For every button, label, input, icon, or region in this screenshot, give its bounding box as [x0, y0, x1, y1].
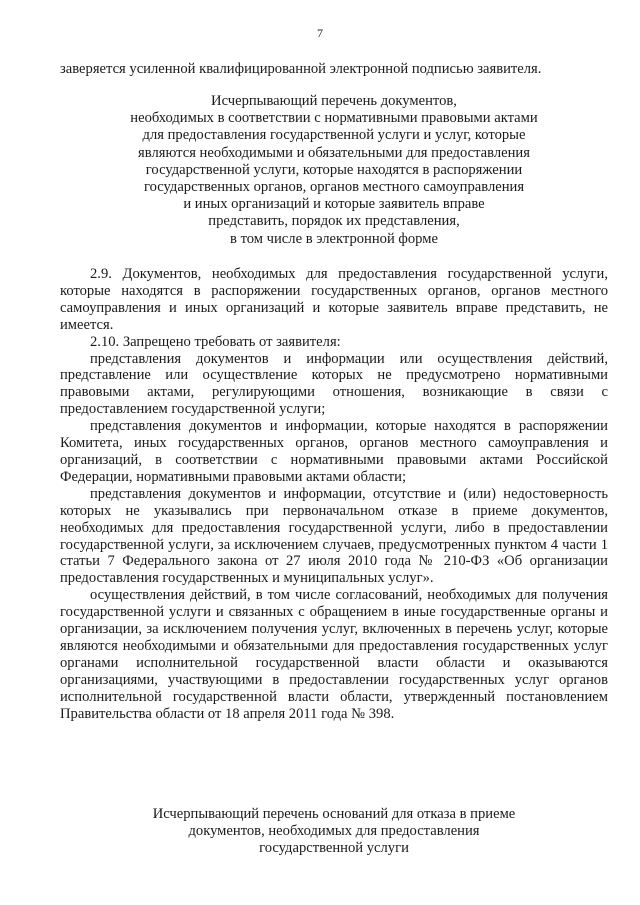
- section-heading-refusal-grounds: [60, 806, 608, 856]
- heading-line: и иных организаций и которые заявитель вправе: [183, 196, 485, 213]
- heading-line: необходимых в соответствии с нормативными правовыми актами: [130, 110, 538, 127]
- heading-line: Исчерпывающий перечень документов,: [211, 93, 457, 109]
- paragraph-item: представления документов и информации, которые находятся в распоряжении Комитета, иных государственных органов, органов местного самоуправления и организаций, в соответствии с нормативными правовыми актами Российской Федерации, нормативными правовыми актами области;: [60, 418, 608, 485]
- main-text: [60, 266, 608, 722]
- continuation-line: заверяется усиленной квалифицированной электронной подписью заявителя.: [60, 61, 542, 77]
- heading-line: Исчерпывающий перечень оснований для отказа в приеме: [152, 806, 516, 822]
- paragraph-item: осуществления действий, в том числе согласований, необходимых для получения государственной услуги и связанных с обращением в иные государственные органы и организации, за исключением получения услуг, включенных в перечень услуг, которые являются необходимыми и обязательными для предоставления государственных услуг органами исполнительной государственной власти области и оказываются организациями, участвующими в предоставлении государственных услуг органов исполнительной государственной власти области, утвержденный постановлением Правительства области от 18 апреля 2011 года № 398.: [60, 587, 608, 722]
- heading-line: представить, порядок их представления,: [208, 213, 460, 230]
- heading-line: для предоставления государственной услуги и услуг, которые: [142, 127, 526, 144]
- paragraph-item: представления документов и информации или осуществления действий, представление или осуществление которых не предусмотрено нормативными правовыми актами, регулирующими отношения, возникающие в связи с предоставлением государственной услуги;: [60, 350, 608, 418]
- heading-line: документов, необходимых для предоставления: [188, 822, 480, 839]
- section-heading-documents-list: [60, 93, 608, 248]
- paragraph-2-9: 2.9. Документов, необходимых для предоставления государственной услуги, которые находятся в распоряжении государственных органов, органов местного самоуправления и иных организаций и которые заявитель вправе представить, не имеется.: [60, 266, 608, 333]
- paragraph-item: представления документов и информации, отсутствие и (или) недостоверность которых не указывались при первоначальном отказе в приеме документов, необходимых для предоставления государственной услуги, либо в предоставлении государственной услуги, за исключением случаев, предусмотренных пунктом 4 части 1 статьи 7 Федерального закона от 27 июля 2010 года № 210-ФЗ «Об организации предоставления государственных и муниципальных услуг».: [60, 485, 608, 587]
- heading-line: являются необходимыми и обязательными для предоставления: [138, 144, 530, 161]
- heading-line: государственной услуги: [259, 839, 409, 856]
- heading-line: в том числе в электронной форме: [230, 230, 438, 247]
- page-number: 7: [317, 26, 323, 40]
- heading-line: государственных органов, органов местного самоуправления: [143, 179, 525, 196]
- heading-line: государственной услуги, которые находятся в распоряжении: [145, 161, 523, 178]
- paragraph-2-10: 2.10. Запрещено требовать от заявителя:: [90, 333, 341, 350]
